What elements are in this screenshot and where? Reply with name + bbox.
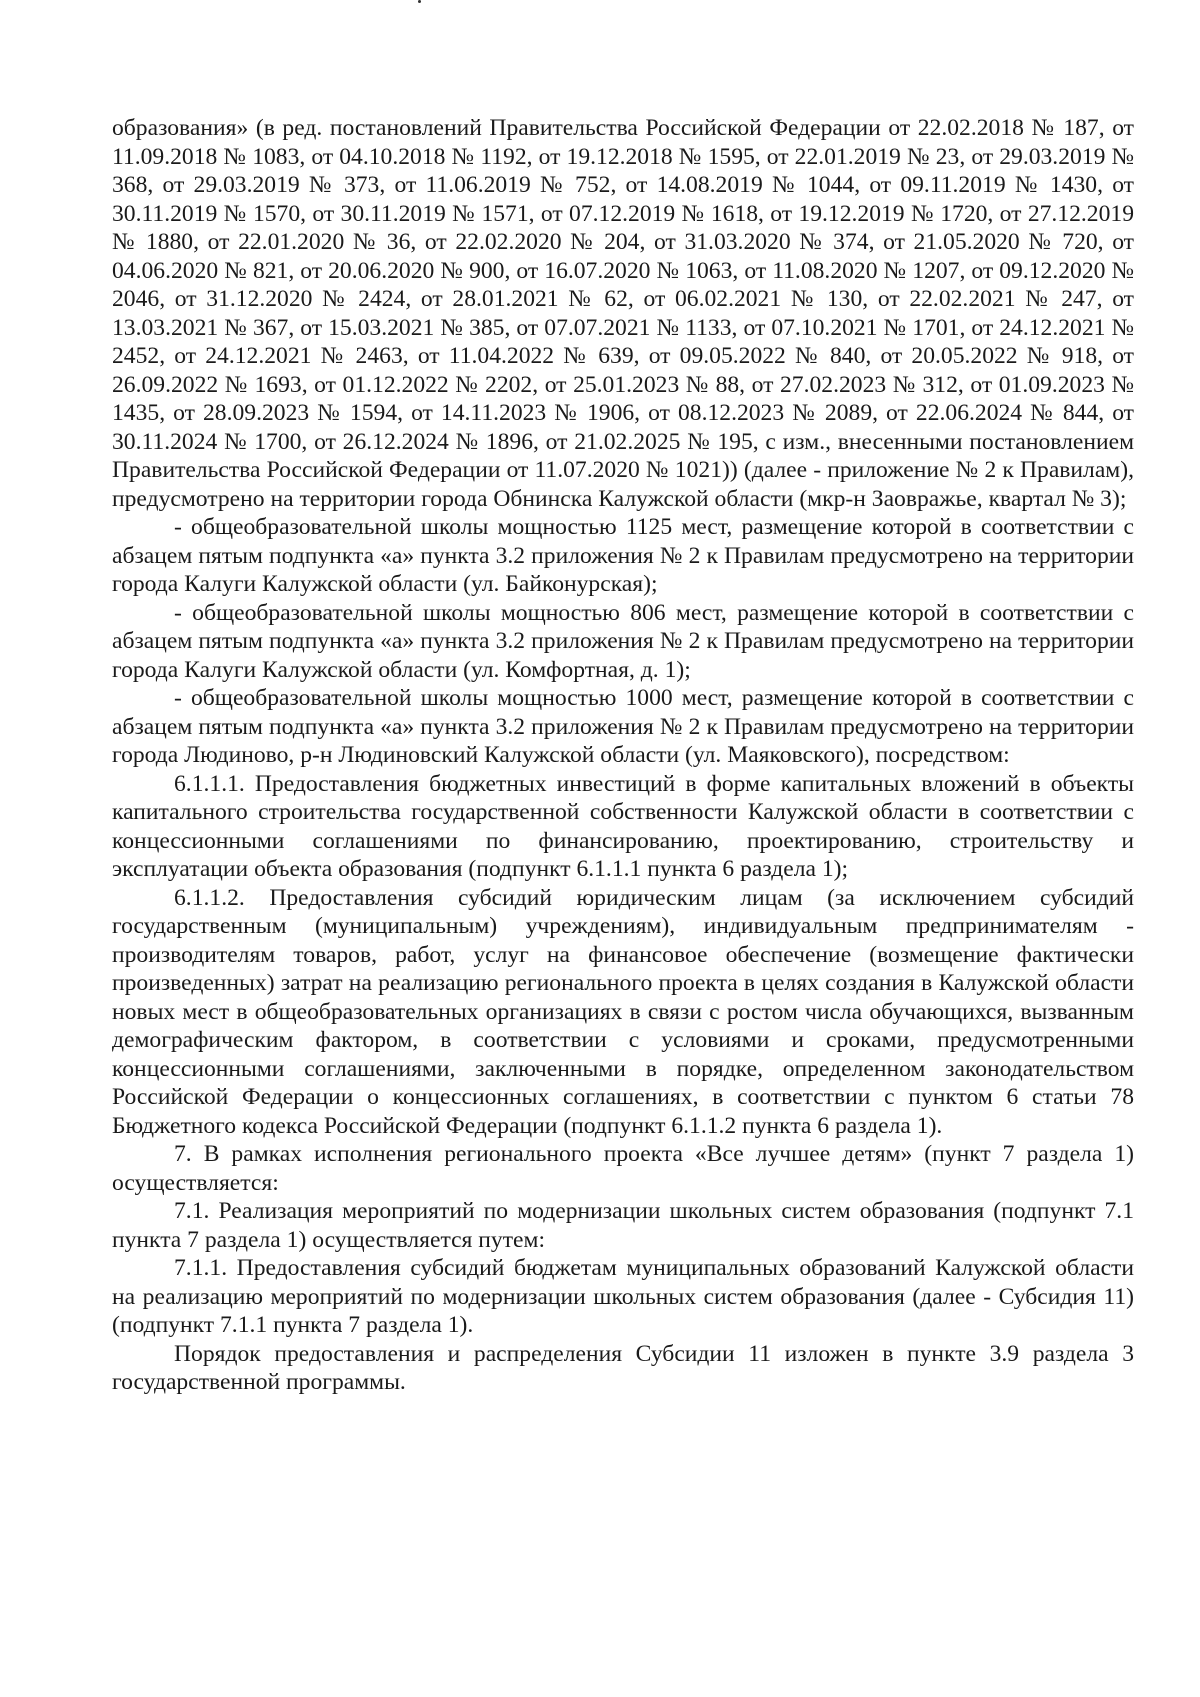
document-page	[112, 114, 1134, 1397]
paragraph-subsidy-procedure: Порядок предоставления и распределения Субсидии 11 изложен в пункте 3.9 раздела 3 государственной программы.	[112, 1340, 1134, 1395]
paragraph-regulation-amendments: образования» (в ред. постановлений Правительства Российской Федерации от 22.02.2018 № 187, от 11.09.2018 № 1083, от 04.10.2018 № 1192, от 19.12.2018 № 1595, от 22.01.2019 № 23, от 29.03.2019 № 368, от 29.03.2019 № 373, от 11.06.2019 № 752, от 14.08.2019 № 1044, от 09.11.2019 № 1430, от 30.11.2019 № 1570, от 30.11.2019 № 1571, от 07.12.2019 № 1618, от 19.12.2019 № 1720, от 27.12.2019 № 1880, от 22.01.2020 № 36, от 22.02.2020 № 204, от 31.03.2020 № 374, от 21.05.2020 № 720, от 04.06.2020 № 821, от 20.06.2020 № 900, от 16.07.2020 № 1063, от 11.08.2020 № 1207, от 09.12.2020 № 2046, от 31.12.2020 № 2424, от 28.01.2021 № 62, от 06.02.2021 № 130, от 22.02.2021 № 247, от 13.03.2021 № 367, от 15.03.2021 № 385, от 07.07.2021 № 1133, от 07.10.2021 № 1701, от 24.12.2021 № 2452, от 24.12.2021 № 2463, от 11.04.2022 № 639, от 09.05.2022 № 840, от 20.05.2022 № 918, от 26.09.2022 № 1693, от 01.12.2022 № 2202, от 25.01.2023 № 88, от 27.02.2023 № 312, от 01.09.2023 № 1435, от 28.09.2023 № 1594, от 14.11.2023 № 1906, от 08.12.2023 № 2089, от 22.06.2024 № 844, от 30.11.2024 № 1700, от 26.12.2024 № 1896, от 21.02.2025 № 195, с изм., внесенными постановлением Правительства Российской Федерации от 11.07.2020 № 1021)) (далее - приложение № 2 к Правилам), предусмотрено на территории города Обнинска Калужской области (мкр-н Заовражье, квартал № 3);	[112, 115, 1134, 512]
paragraph-school-lyudinovo: - общеобразовательной школы мощностью 1000 мест, размещение которой в соответствии с абзацем пятым подпункта «а» пункта 3.2 приложения № 2 к Правилам предусмотрено на территории города Людиново, р-н Людиновский Калужской области (ул. Маяковского), посредством:	[112, 685, 1134, 768]
paragraph-school-baikonurskaya: - общеобразовательной школы мощностью 1125 мест, размещение которой в соответствии с абзацем пятым подпункта «а» пункта 3.2 приложения № 2 к Правилам предусмотрено на территории города Калуги Калужской области (ул. Байконурская);	[112, 514, 1134, 597]
paragraph-7-1-1: 7.1.1. Предоставления субсидий бюджетам муниципальных образований Калужской области на реализацию мероприятий по модернизации школьных систем образования (далее - Субсидия 11) (подпункт 7.1.1 пункта 7 раздела 1).	[112, 1255, 1134, 1338]
paragraph-6-1-1-2: 6.1.1.2. Предоставления субсидий юридическим лицам (за исключением субсидий государственным (муниципальным) учреждениям), индивидуальным предпринимателям - производителям товаров, работ, услуг на финансовое обеспечение (возмещение фактически произведенных) затрат на реализацию регионального проекта в целях создания в Калужской области новых мест в общеобразовательных организациях в связи с ростом числа обучающихся, вызванным демографическим фактором, в соответствии с условиями и сроками, предусмотренными концессионными соглашениями, заключенными в порядке, определенном законодательством Российской Федерации о концессионных соглашениях, в соответствии с пунктом 6 статьи 78 Бюджетного кодекса Российской Федерации (подпункт 6.1.1.2 пункта 6 раздела 1).	[112, 884, 1134, 1139]
paragraph-6-1-1-1: 6.1.1.1. Предоставления бюджетных инвестиций в форме капитальных вложений в объекты капитального строительства государственной собственности Калужской области в соответствии с концессионными соглашениями по финансированию, проектированию, строительству и эксплуатации объекта образования (подпункт 6.1.1.1 пункта 6 раздела 1);	[112, 770, 1134, 882]
paragraph-school-komfortnaya: - общеобразовательной школы мощностью 806 мест, размещение которой в соответствии с абзацем пятым подпункта «а» пункта 3.2 приложения № 2 к Правилам предусмотрено на территории города Калуги Калужской области (ул. Комфортная, д. 1);	[112, 599, 1134, 683]
paragraph-7: 7. В рамках исполнения регионального проекта «Все лучшее детям» (пункт 7 раздела 1) осуществляется:	[112, 1141, 1134, 1196]
paragraph-7-1: 7.1. Реализация мероприятий по модернизации школьных систем образования (подпункт 7.1 пункта 7 раздела 1) осуществляется путем:	[112, 1198, 1134, 1253]
scan-dot	[418, 0, 421, 3]
